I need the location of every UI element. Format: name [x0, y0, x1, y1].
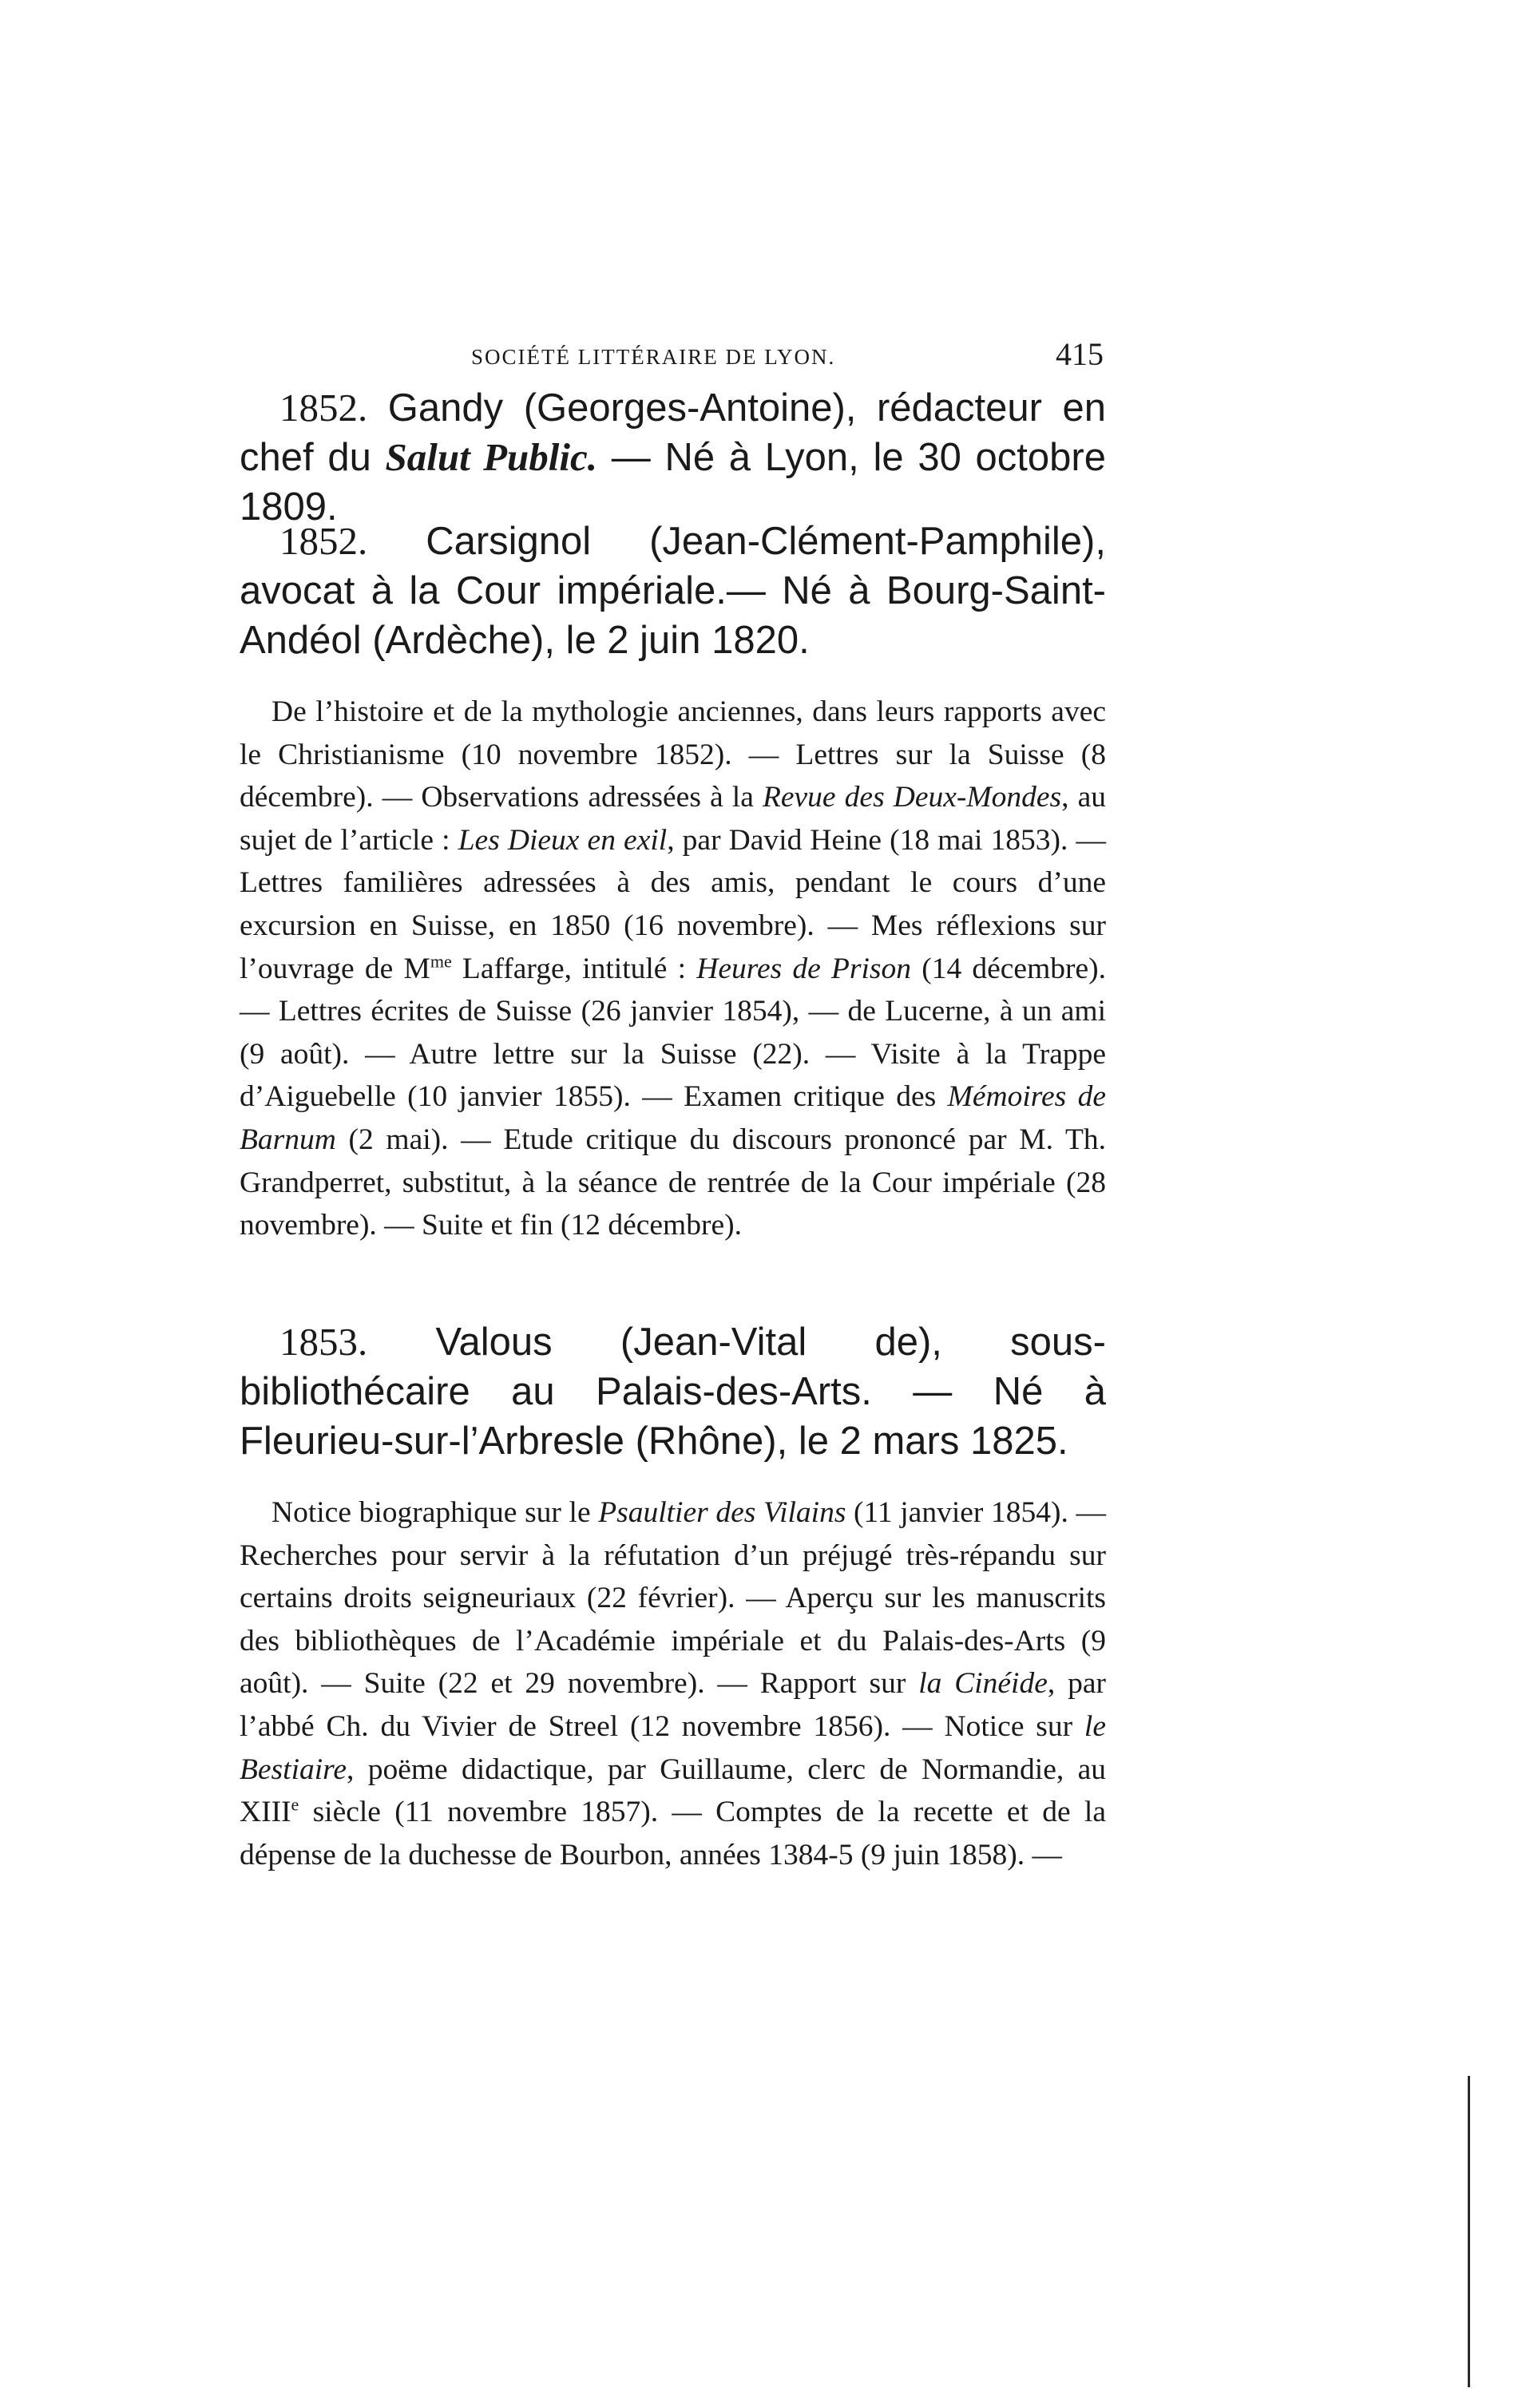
works-list-valous — [240, 1491, 1106, 1876]
works-text: De l’histoire et de la mythologie anciennes, dans leurs rapports avec le Christianisme (10 novembre 1852). — Lettres sur la Suisse (8 décembre). — Observations adressées à la — [240, 695, 1106, 814]
entry-heading-text-end: — Né à Lyon, le 30 octobre 1809. — [240, 436, 1106, 529]
works-text: Notice biographique sur le — [271, 1496, 599, 1529]
works-title-italic: Mémoires de Barnum — [240, 1080, 1107, 1156]
margin-rule — [1468, 2076, 1470, 2387]
running-title: SOCIÉTÉ LITTÉRAIRE DE LYON. — [471, 345, 836, 369]
works-title-italic: Revue des Deux-Mondes — [762, 781, 1062, 814]
works-title-italic: le Bestiaire — [240, 1709, 1106, 1786]
entry-heading-italic: Salut Public. — [385, 435, 598, 479]
entry-year: 1852. — [279, 386, 368, 430]
works-title-italic: Les Dieux en exil — [458, 823, 668, 857]
entry-heading-text: Valous (Jean-Vital de), sous-bibliothécaire au Palais-des-Arts. — Né à Fleurieu-sur-l’Arbresle (Rhône), le 2 mars 1825. — [240, 1321, 1106, 1463]
entry-heading-text: Gandy (Georges-Antoine), rédacteur en chef du — [240, 386, 1106, 479]
works-superscript: me — [430, 951, 452, 972]
works-text: , au sujet de l’article : — [240, 781, 1106, 857]
works-text: (14 décembre). — Lettres écrites de Suisse (26 janvier 1854), — de Lucerne, à un ami (9 août). — Autre lettre sur la Suisse (22). — Visite à la Trappe d’Aiguebelle (10 janvier 1855). — Examen critique des — [240, 952, 1106, 1114]
works-title-italic: la Cinéide — [918, 1667, 1048, 1701]
works-superscript: e — [291, 1794, 299, 1815]
works-text: Laffarge, intitulé : — [451, 952, 697, 985]
running-head — [240, 335, 1110, 375]
works-text: (11 janvier 1854). — Recherches pour servir à la réfutation d’un préjugé très-répandu sur certains droits seigneuriaux (22 février). — Aperçu sur les manuscrits des bibliothèques de l’Académie impériale et du Palais-des-Arts (9 août). — Suite (22 et 29 novembre). — Rapport sur — [240, 1496, 1106, 1701]
works-text: (2 mai). — Etude critique du discours prononcé par M. Th. Grandperret, substitut, à la séance de rentrée de la Cour impériale (28 novembre). — Suite et fin (12 décembre). — [240, 1123, 1106, 1242]
works-title-italic: Heures de Prison — [696, 952, 911, 985]
entry-year: 1853. — [279, 1320, 368, 1364]
member-entry-valous — [240, 1317, 1106, 1466]
works-title-italic: Psaultier des Vilains — [598, 1496, 846, 1529]
works-text: , par l’abbé Ch. du Vivier de Streel (12 novembre 1856). — Notice sur — [240, 1667, 1106, 1743]
member-entry-carsignol — [240, 517, 1106, 665]
works-text: , poëme didactique, par Guillaume, clerc de Normandie, au XIII — [240, 1753, 1106, 1829]
member-entry-gandy — [240, 383, 1106, 532]
entry-year: 1852. — [279, 519, 368, 563]
works-list-carsignol — [240, 691, 1106, 1247]
works-text: , par David Heine (18 mai 1853). — Lettres familières adressées à des amis, pendant le cours d’une excursion en Suisse, en 1850 (16 novembre). — Mes réflexions sur l’ouvrage de M — [240, 823, 1106, 985]
page-number: 415 — [1056, 336, 1104, 372]
entry-heading-text: Carsignol (Jean-Clément-Pamphile), avocat à la Cour impériale.— Né à Bourg-Saint-Andéol (Ardèche), le 2 juin 1820. — [240, 520, 1106, 662]
works-text: siècle (11 novembre 1857). — Comptes de la recette et de la dépense de la duchesse de Bourbon, années 1384-5 (9 juin 1858). — — [240, 1796, 1106, 1871]
